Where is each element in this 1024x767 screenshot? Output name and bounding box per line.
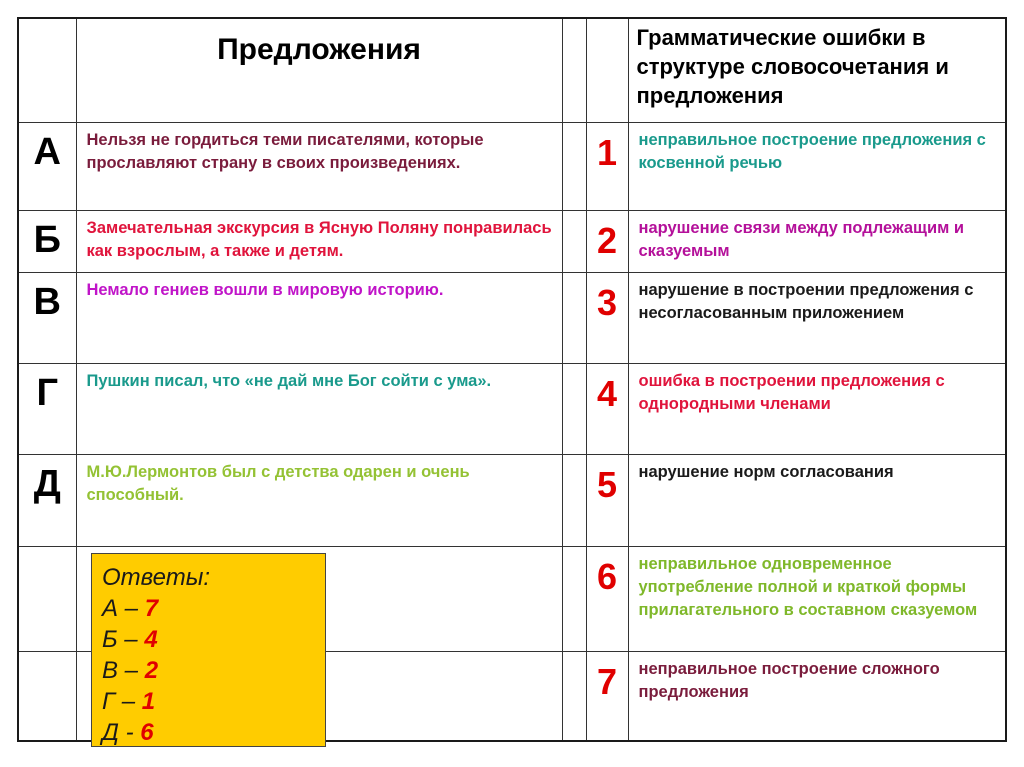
row-error-description: неправильное одновременное употребление полной и краткой формы прилагательного в составном сказуемом: [628, 546, 1006, 651]
answer-value: 1: [141, 688, 156, 715]
row-number: 2: [586, 210, 628, 272]
table-row: [18, 210, 1006, 272]
row-letter: [18, 546, 76, 651]
header-blank-num-cell: [586, 18, 628, 122]
row-number: 4: [586, 363, 628, 454]
row-gap-cell: [562, 210, 586, 272]
answers-box: [91, 553, 326, 747]
answer-line: [102, 593, 325, 624]
row-number: 3: [586, 272, 628, 363]
row-letter: В: [18, 272, 76, 363]
row-error-description: неправильное построение сложного предложения: [628, 651, 1006, 741]
answer-line: [102, 686, 325, 717]
answer-separator: –: [118, 595, 145, 622]
row-number: 1: [586, 122, 628, 210]
header-row: [18, 18, 1006, 122]
row-letter: [18, 651, 76, 741]
row-sentence: Пушкин писал, что «не дай мне Бог сойти с ума».: [76, 363, 562, 454]
answer-separator: -: [118, 719, 141, 746]
row-error-description: нарушение в построении предложения с несогласованным приложением: [628, 272, 1006, 363]
row-error-description: нарушение связи между подлежащим и сказуемым: [628, 210, 1006, 272]
header-blank-cell: [18, 18, 76, 122]
answer-letter: А: [102, 595, 119, 622]
answers-list: [102, 593, 325, 748]
table-row: [18, 454, 1006, 546]
row-letter: Б: [18, 210, 76, 272]
answer-line: [102, 717, 325, 748]
row-gap-cell: [562, 122, 586, 210]
answer-separator: –: [117, 626, 145, 653]
errors-header: Грамматические ошибки в структуре словосочетания и предложения: [628, 18, 1006, 122]
answer-letter: Д: [102, 719, 119, 746]
row-gap-cell: [562, 651, 586, 741]
answer-letter: Г: [102, 688, 116, 715]
row-sentence: Замечательная экскурсия в Ясную Поляну понравилась как взрослым, а также и детям.: [76, 210, 562, 272]
row-sentence: Нельзя не гордиться теми писателями, которые прославляют страну в своих произведениях.: [76, 122, 562, 210]
answer-separator: –: [118, 657, 145, 684]
row-number: 7: [586, 651, 628, 741]
answer-letter: В: [102, 657, 119, 684]
row-error-description: неправильное построение предложения с косвенной речью: [628, 122, 1006, 210]
answer-value: 4: [144, 626, 158, 653]
row-error-description: ошибка в построении предложения с однородными членами: [628, 363, 1006, 454]
row-gap-cell: [562, 272, 586, 363]
table-row: [18, 363, 1006, 454]
table-row: [18, 272, 1006, 363]
row-number: 5: [586, 454, 628, 546]
answer-letter: Б: [102, 626, 118, 653]
answer-value: 6: [140, 719, 154, 746]
row-sentence: Немало гениев вошли в мировую историю.: [76, 272, 562, 363]
answer-line: [102, 655, 325, 686]
answer-value: 2: [144, 657, 159, 684]
row-error-description: нарушение норм согласования: [628, 454, 1006, 546]
sentences-header: Предложения: [76, 18, 562, 122]
row-letter: А: [18, 122, 76, 210]
header-gap-cell: [562, 18, 586, 122]
row-gap-cell: [562, 546, 586, 651]
row-number: 6: [586, 546, 628, 651]
answer-value: 7: [144, 595, 159, 622]
answer-line: [102, 624, 325, 655]
row-letter: Д: [18, 454, 76, 546]
row-gap-cell: [562, 454, 586, 546]
answer-separator: –: [115, 688, 142, 715]
table-row: [18, 122, 1006, 210]
row-gap-cell: [562, 363, 586, 454]
answers-title: Ответы:: [102, 564, 211, 591]
row-letter: Г: [18, 363, 76, 454]
row-sentence: М.Ю.Лермонтов был с детства одарен и очень способный.: [76, 454, 562, 546]
